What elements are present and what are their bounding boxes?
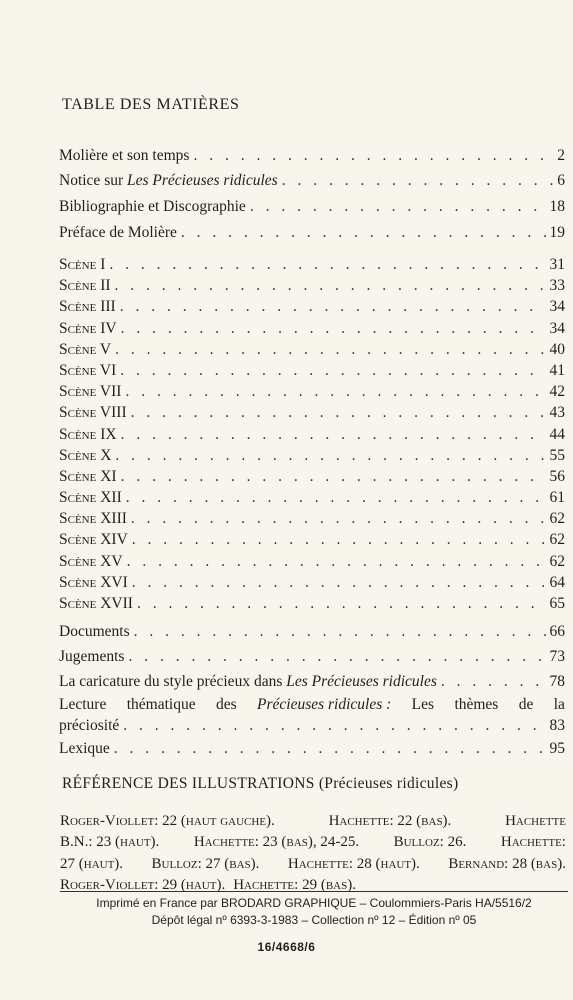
toc-entry-label: Scène VIII <box>59 404 127 422</box>
leader-dots <box>181 224 546 242</box>
toc-entry-label: Préface de Molière <box>59 224 177 241</box>
toc-entry-label: Documents <box>59 623 130 640</box>
leader-dots <box>115 447 545 465</box>
leader-dots <box>250 198 546 216</box>
toc-entry-label: Scène IV <box>59 319 117 337</box>
toc-entry-page: 34 <box>549 298 565 316</box>
toc-entry-label: Scène III <box>59 298 116 316</box>
toc-entry-label: Scène XI <box>59 467 117 485</box>
toc-entry-scene <box>59 277 565 298</box>
toc-entry-label: Bibliographie et Discographie <box>59 198 246 215</box>
toc-entry-label: Notice sur Les Précieuses ridicules <box>59 172 278 189</box>
toc-entry-page: 62 <box>549 552 565 570</box>
toc-entry-label: Scène IX <box>59 425 117 443</box>
imprint-line-2: Dépôt légal nº 6393-3-1983 – Collection nº 12 – Édition nº 05 <box>151 913 477 927</box>
toc-entry-label: Molière et son temps <box>59 147 190 164</box>
leader-dots <box>115 341 545 359</box>
toc-entry-page: 62 <box>549 510 565 528</box>
leader-dots <box>109 256 545 274</box>
toc-entry-label: Scène XIV <box>59 531 128 549</box>
toc-entry-scene <box>59 320 565 341</box>
toc-entry-continuation <box>59 717 565 740</box>
toc-entry-page: 65 <box>549 595 565 612</box>
toc-entry-page: 56 <box>549 467 565 485</box>
toc-entry-page: 2 <box>557 147 565 164</box>
toc-entry-scene <box>59 595 565 616</box>
toc-entry-scene <box>59 298 565 319</box>
leader-dots <box>127 553 546 571</box>
toc-entry-page: 44 <box>549 425 565 443</box>
toc-entry-label: Lexique <box>59 740 110 757</box>
toc-entry-page: 40 <box>549 340 565 358</box>
credit-segment: Hachette: 28 (haut). <box>287 855 420 872</box>
credit-line <box>60 811 566 832</box>
toc-entry-page: 55 <box>549 446 565 464</box>
page-title: TABLE DES MATIÈRES <box>62 96 240 113</box>
leader-dots <box>441 673 546 691</box>
toc-entry-label: Scène XVII <box>59 595 133 612</box>
toc-entry-label: Scène XVI <box>59 573 128 591</box>
imprint-line-1: Imprimé en France par BRODARD GRAPHIQUE – Coulommiers-Paris HA/5516/2 <box>96 896 532 910</box>
toc-entry-page: 64 <box>549 573 565 591</box>
credit-segment: Bernand: 28 (bas). <box>448 855 566 872</box>
leader-dots <box>131 510 546 528</box>
leader-dots <box>115 277 546 295</box>
toc-entry-page: 83 <box>549 717 565 734</box>
toc-entry-label: La caricature du style précieux dans Les Précieuses ridicules <box>59 673 437 690</box>
leader-dots <box>132 574 546 592</box>
toc-entry-scene <box>59 341 565 362</box>
leader-dots <box>137 595 546 613</box>
leader-dots <box>282 172 554 190</box>
toc-entry-page: 78 <box>549 673 565 690</box>
leader-dots <box>134 623 546 641</box>
toc-entry <box>59 740 565 765</box>
toc-entry-label: Scène VI <box>59 361 117 379</box>
imprint-divider <box>60 891 568 892</box>
credit-segment: B.N.: 23 (haut). <box>60 834 160 851</box>
toc-entry-label: Scène XIII <box>59 510 127 528</box>
credit-segment: Roger-Viollet: 22 (haut gauche). <box>60 813 275 829</box>
toc-entry-label: Scène X <box>59 446 112 464</box>
toc-back-section <box>59 623 565 765</box>
credit-segment: 27 (haut). <box>60 855 124 872</box>
toc-entry-page: 18 <box>549 198 565 215</box>
credit-segment: Hachette: 29 (bas). <box>233 876 356 893</box>
leader-dots <box>121 426 546 444</box>
toc-entry-page: 62 <box>549 531 565 549</box>
credit-line <box>60 832 566 853</box>
toc-scenes-section <box>59 256 565 616</box>
toc-entry-scene <box>59 531 565 552</box>
toc-entry-label: Scène XII <box>59 489 122 507</box>
toc-entry-scene <box>59 447 565 468</box>
toc-entry <box>59 673 565 696</box>
leader-dots <box>123 717 545 735</box>
leader-dots <box>125 383 545 401</box>
toc-entry-page: 33 <box>549 277 565 295</box>
toc-entry-label: Lecture thématique des Précieuses ridicules : Les thèmes de la <box>59 696 565 713</box>
leader-dots <box>114 740 546 758</box>
toc-entry <box>59 648 565 673</box>
toc-entry-scene <box>59 383 565 404</box>
toc-entry-page: 6 <box>557 172 565 189</box>
illustrations-heading: RÉFÉRENCE DES ILLUSTRATIONS (Précieuses ridicules) <box>62 775 459 792</box>
leader-dots <box>193 147 553 165</box>
toc-entry <box>59 623 565 648</box>
toc-entry-lecture <box>59 696 565 740</box>
toc-entry <box>59 198 565 224</box>
toc-entry-label: Scène XV <box>59 552 123 570</box>
credit-segment: Roger-Viollet: 29 (haut). <box>60 876 226 893</box>
toc-entry-page: 43 <box>549 404 565 422</box>
toc-entry-label: Jugements <box>59 648 125 665</box>
credit-segment: Bulloz: 27 (bas). <box>151 855 260 872</box>
illustrations-credits <box>60 811 566 896</box>
toc-entry-label: Scène II <box>59 277 111 295</box>
toc-entry-scene <box>59 426 565 447</box>
toc-entry-label: Scène VII <box>59 383 122 401</box>
toc-entry-page: 61 <box>549 489 565 507</box>
leader-dots <box>120 298 546 316</box>
toc-entry-scene <box>59 510 565 531</box>
credit-line <box>60 875 566 896</box>
leader-dots <box>131 404 546 422</box>
toc-entry-scene <box>59 362 565 383</box>
toc-entry-page: 31 <box>549 256 565 273</box>
toc-entry-scene <box>59 256 565 277</box>
toc-entry-page: 34 <box>549 319 565 337</box>
toc-entry-page: 19 <box>549 224 565 241</box>
credit-line <box>60 854 566 875</box>
toc-entry-label: Scène I <box>59 256 106 273</box>
leader-dots <box>128 648 545 666</box>
toc-entry-label: préciosité <box>59 717 120 734</box>
credit-segment: Hachette: 23 (bas), 24-25. <box>193 834 360 851</box>
toc-front-section <box>59 147 565 250</box>
leader-dots <box>121 320 546 338</box>
leader-dots <box>120 362 545 380</box>
toc-entry-page: 42 <box>549 383 565 401</box>
leader-dots <box>132 531 546 549</box>
toc-entry-label: Scène V <box>59 340 112 358</box>
toc-entry-scene <box>59 553 565 574</box>
print-code: 16/4668/6 <box>257 940 316 954</box>
leader-dots <box>126 489 546 507</box>
leader-dots <box>121 468 546 486</box>
credit-segment: Hachette: <box>500 834 566 851</box>
toc-entry-scene <box>59 404 565 425</box>
credit-segment: Hachette: 22 (bas). <box>328 813 452 829</box>
toc-entry-page: 66 <box>549 623 565 640</box>
toc-entry <box>59 224 565 250</box>
toc-entry-page: 95 <box>549 740 565 757</box>
credit-segment: Bulloz: 26. <box>393 834 467 851</box>
toc-entry-scene <box>59 468 565 489</box>
toc-entry-page: 73 <box>549 648 565 665</box>
toc-entry-scene <box>59 489 565 510</box>
credit-segment: Hachette <box>505 813 566 829</box>
toc-entry <box>59 172 565 198</box>
toc-entry-scene <box>59 574 565 595</box>
toc-entry-page: 41 <box>549 361 565 379</box>
toc-entry <box>59 147 565 172</box>
